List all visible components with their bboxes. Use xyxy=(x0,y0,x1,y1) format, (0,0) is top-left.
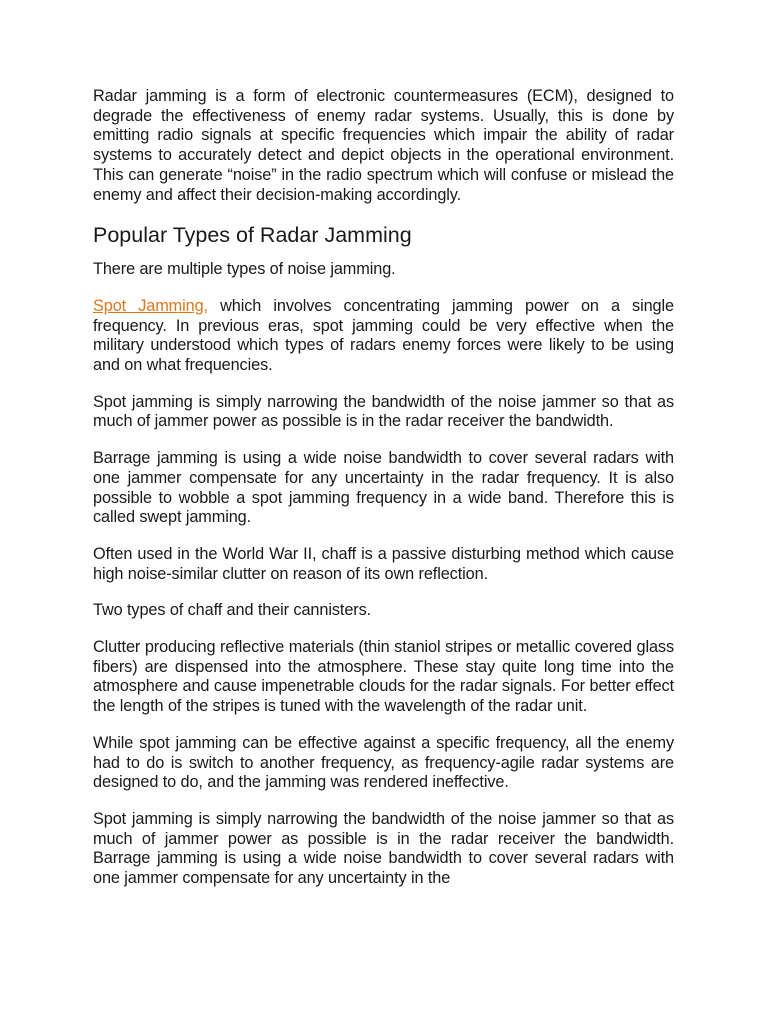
paragraph-noise-types: There are multiple types of noise jamming. xyxy=(93,260,396,279)
paragraph-frequency-agile: While spot jamming can be effective against a specific frequency, all the enemy had to do is switch to another frequency, as frequency-agile radar systems are designed to do, and the jamming was rendered ineffective. xyxy=(93,733,674,792)
paragraph-barrage-jamming: Barrage jamming is using a wide noise bandwidth to cover several radars with one jammer compensate for any uncertainty in the radar frequency. It is also possible to wobble a spot jamming frequency in a wide band. Therefore this is called swept jamming. xyxy=(93,449,674,527)
intro-paragraph: Radar jamming is a form of electronic countermeasures (ECM), designed to degrade the effectiveness of enemy radar systems. Usually, this is done by emitting radio signals at specific frequencies which impair the ability of radar systems to accurately detect and depict objects in the operational environment. This can generate “noise” in the radio spectrum which will confuse or mislead the enemy and affect their decision-making accordingly. xyxy=(93,87,674,204)
paragraph-chaff: Often used in the World War II, chaff is a passive disturbing method which cause high noise-similar clutter on reason of its own reflection. xyxy=(93,544,674,583)
spot-jamming-link[interactable]: Spot Jamming, xyxy=(93,296,208,315)
paragraph-spot-bandwidth: Spot jamming is simply narrowing the bandwidth of the noise jammer so that as much of jammer power as possible is in the radar receiver the bandwidth. xyxy=(93,392,674,431)
paragraph-chaff-types: Two types of chaff and their cannisters. xyxy=(93,601,372,620)
paragraph-spot-jamming xyxy=(93,297,674,376)
section-heading: Popular Types of Radar Jamming xyxy=(93,223,412,248)
document-page xyxy=(93,87,674,906)
spot-jamming-text: which involves concentrating jamming power on a single frequency. In previous eras, spot jamming could be very effective when the military understood which types of radars enemy forces were likely to be using and on what frequencies. xyxy=(93,296,674,375)
paragraph-clutter: Clutter producing reflective materials (thin staniol stripes or metallic covered glass fibers) are dispensed into the atmosphere. These stay quite long time into the atmosphere and cause impenetrable clouds for the radar signals. For better effect the length of the stripes is tuned with the wavelength of the radar unit. xyxy=(93,638,674,716)
paragraph-spot-barrage: Spot jamming is simply narrowing the bandwidth of the noise jammer so that as much of jammer power as possible is in the radar receiver the bandwidth. Barrage jamming is using a wide noise bandwidth to cover several radars with one jammer compensate for any uncertainty in the xyxy=(93,809,674,888)
